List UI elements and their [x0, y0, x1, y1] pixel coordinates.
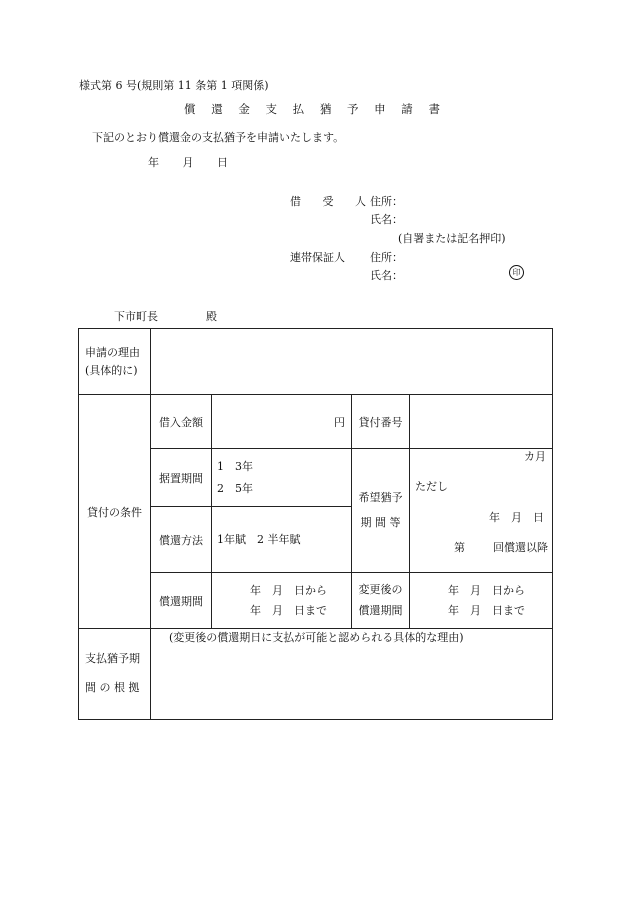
conditions-label: 貸付の条件: [79, 395, 151, 629]
repay-period-field[interactable]: [212, 573, 352, 629]
loan-amount-field[interactable]: [212, 395, 352, 449]
repay-period-label: 償還期間: [151, 573, 212, 629]
months-unit: カ月: [524, 450, 546, 463]
round-suffix: 回償還以降: [493, 541, 548, 554]
reason-field[interactable]: [151, 329, 553, 395]
deferral-date: 年 月 日: [489, 511, 544, 524]
addressee: [114, 311, 217, 322]
reason-label-cell: [79, 329, 151, 395]
intro-text: 下記のとおり償還金の支払猶予を申請いたします。: [92, 131, 345, 144]
loan-amount-label: 借入金額: [151, 395, 212, 449]
loan-number-label: 貸付番号: [352, 395, 410, 449]
grace-period-options[interactable]: [212, 449, 352, 507]
applicant-label: 借 受 人: [290, 195, 375, 208]
applicant-address-label: 住所：: [370, 195, 403, 208]
basis-label: 支払猶予期: [85, 652, 140, 666]
deferral-field[interactable]: [410, 449, 553, 573]
guarantor-address-label: 住所：: [370, 251, 403, 264]
changed-period-label-cell: [352, 573, 410, 629]
yen-unit: 円: [334, 416, 345, 429]
reason-sublabel: (具体的に): [85, 363, 138, 377]
repay-method-options[interactable]: [212, 507, 352, 573]
seal-icon: 印: [509, 265, 524, 280]
guarantor-name-label: 氏名：: [370, 269, 403, 282]
page-title: 償 還 金 支 払 猶 予 申 請 書: [184, 102, 446, 116]
signature-note: (自署または記名押印): [398, 232, 506, 245]
basis-note: (変更後の償還期日に支払が可能と認められる具体的な理由): [169, 631, 464, 644]
applicant-name-label: 氏名：: [370, 213, 403, 226]
addressee-name: 下市町長: [114, 310, 158, 323]
changed-period-label: 変更後の: [358, 582, 403, 596]
changed-period-from: 年 月 日から: [448, 584, 525, 597]
repay-period-to: 年 月 日まで: [250, 604, 327, 617]
repay-period-from: 年 月 日から: [250, 584, 327, 597]
changed-period-field[interactable]: [410, 573, 553, 629]
application-table: [78, 328, 553, 720]
repay-method-value: 1年賦 2 半年賦: [217, 533, 301, 546]
deferral-sublabel: 期 間 等: [360, 515, 401, 529]
changed-period-to: 年 月 日まで: [448, 604, 525, 617]
loan-number-field[interactable]: [410, 395, 553, 449]
form-number: 様式第 6 号(規則第 11 条第 1 項関係): [79, 79, 269, 92]
grace-option-1: 1 3年: [217, 460, 253, 473]
repay-method-label: 償還方法: [151, 507, 212, 573]
date-line: 年 月 日: [148, 156, 228, 169]
guarantor-label: 連帯保証人: [290, 251, 345, 264]
addressee-honorific: 殿: [206, 310, 217, 323]
round-prefix: 第: [454, 541, 465, 554]
changed-period-sublabel: 償還期間: [358, 603, 403, 617]
grace-option-2: 2 5年: [217, 482, 253, 495]
deferral-label-cell: [352, 449, 410, 573]
basis-label-cell: [79, 629, 151, 720]
however-text: ただし: [415, 480, 448, 493]
reason-label: 申請の理由: [85, 346, 140, 360]
deferral-label: 希望猶予: [358, 491, 403, 505]
grace-period-label: 据置期間: [151, 449, 212, 507]
basis-field[interactable]: [151, 629, 553, 720]
basis-sublabel: 間 の 根 拠: [85, 681, 140, 694]
